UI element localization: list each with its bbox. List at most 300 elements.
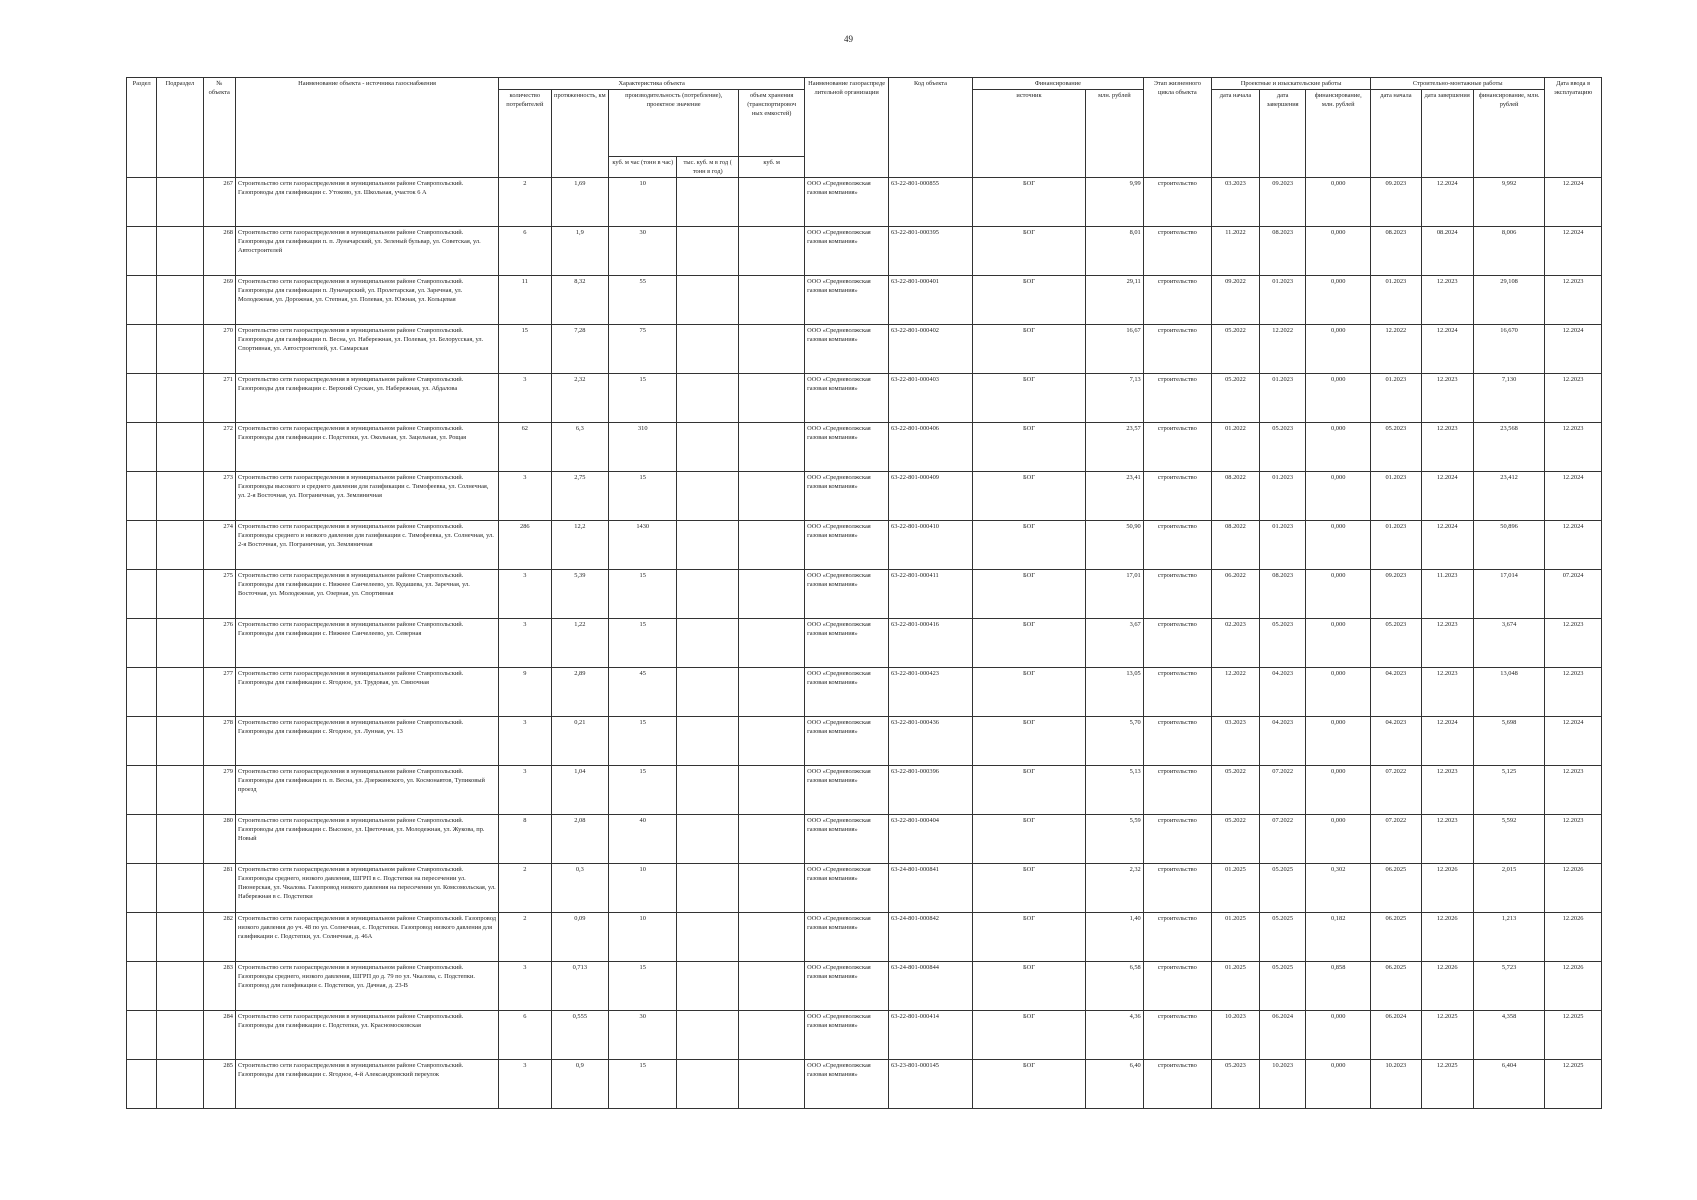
cell-num: 271 <box>203 374 235 423</box>
cell-empty <box>739 717 805 766</box>
cell-code: 63-22-801-000402 <box>889 325 973 374</box>
cell-m3h: 15 <box>609 766 677 815</box>
cell-name: Строительство сети газораспределения в муниципальном районе Ставропольский. Газопроводы для газификации с. Подстепки, ул. Красномосковская <box>236 1011 499 1060</box>
cell-empty <box>677 766 739 815</box>
cell-d-fin: 0,000 <box>1306 668 1371 717</box>
cell-d-fin: 0,000 <box>1306 374 1371 423</box>
cell-stage: строительство <box>1143 325 1211 374</box>
cell-empty <box>127 913 157 962</box>
cell-mln: 8,01 <box>1086 227 1144 276</box>
cell-c-fin: 7,130 <box>1473 374 1544 423</box>
cell-empty <box>677 1011 739 1060</box>
cell-empty <box>157 1011 203 1060</box>
cell-name: Строительство сети газораспределения в муниципальном районе Ставропольский. Газопроводы для газификации с. Ягодное, 4-й Александровский переулок <box>236 1060 499 1109</box>
cell-source: БОГ <box>972 570 1085 619</box>
cell-c-start: 01.2023 <box>1371 276 1421 325</box>
header-constr-end: дата завершения <box>1421 90 1473 178</box>
cell-c-fin: 13,048 <box>1473 668 1544 717</box>
cell-d-start: 05.2023 <box>1211 1060 1259 1109</box>
cell-org: ООО «Средневолжская газовая компания» <box>805 668 889 717</box>
cell-d-end: 04.2023 <box>1260 717 1306 766</box>
cell-d-start: 02.2023 <box>1211 619 1259 668</box>
cell-empty <box>677 962 739 1011</box>
cell-consumers: 62 <box>499 423 551 472</box>
cell-m3h: 10 <box>609 178 677 227</box>
cell-c-start: 09.2023 <box>1371 178 1421 227</box>
cell-d-start: 03.2023 <box>1211 178 1259 227</box>
cell-source: БОГ <box>972 227 1085 276</box>
cell-d-start: 01.2025 <box>1211 864 1259 913</box>
header-podrazdel: Подраздел <box>157 78 203 178</box>
cell-d-start: 01.2025 <box>1211 913 1259 962</box>
cell-empty <box>157 276 203 325</box>
cell-name: Строительство сети газораспределения в муниципальном районе Ставропольский. Газопроводы для газификации с. Нижнее Санчелеево, ул. Кудашева, ул. Заречная, ул. Восточная, ул. Молодежная, ул. Озерная, ул. Спортивная <box>236 570 499 619</box>
cell-empty <box>739 619 805 668</box>
cell-c-end: 12.2023 <box>1421 374 1473 423</box>
cell-empty <box>127 423 157 472</box>
cell-empty <box>157 325 203 374</box>
cell-d-start: 05.2022 <box>1211 766 1259 815</box>
cell-c-end: 11.2023 <box>1421 570 1473 619</box>
cell-m3h: 10 <box>609 864 677 913</box>
cell-num: 283 <box>203 962 235 1011</box>
cell-length: 5,39 <box>551 570 609 619</box>
header-razdel: Раздел <box>127 78 157 178</box>
cell-c-start: 01.2023 <box>1371 374 1421 423</box>
cell-empty <box>157 472 203 521</box>
cell-mln: 2,32 <box>1086 864 1144 913</box>
cell-stage: строительство <box>1143 423 1211 472</box>
cell-num: 276 <box>203 619 235 668</box>
cell-c-start: 06.2025 <box>1371 962 1421 1011</box>
cell-stage: строительство <box>1143 766 1211 815</box>
cell-source: БОГ <box>972 913 1085 962</box>
cell-source: БОГ <box>972 717 1085 766</box>
cell-commission: 12.2023 <box>1545 374 1602 423</box>
cell-d-end: 01.2023 <box>1260 374 1306 423</box>
header-characteristics: Характеристика объекта <box>499 78 805 90</box>
cell-empty <box>127 521 157 570</box>
page-number: 49 <box>844 34 853 44</box>
cell-empty <box>157 227 203 276</box>
cell-empty <box>157 423 203 472</box>
cell-c-start: 04.2023 <box>1371 668 1421 717</box>
header-unit-m3: куб. м <box>739 157 805 178</box>
cell-name: Строительство сети газораспределения в муниципальном районе Ставропольский. Газопроводы для газификации п. п. Луначарский, ул. Зеленый бульвар, ул. Советская, ул. Автостроителей <box>236 227 499 276</box>
cell-d-end: 01.2023 <box>1260 472 1306 521</box>
cell-empty <box>157 766 203 815</box>
cell-d-end: 04.2023 <box>1260 668 1306 717</box>
cell-empty <box>739 178 805 227</box>
cell-commission: 12.2023 <box>1545 423 1602 472</box>
cell-empty <box>739 864 805 913</box>
cell-c-fin: 8,006 <box>1473 227 1544 276</box>
cell-empty <box>127 276 157 325</box>
cell-commission: 12.2025 <box>1545 1060 1602 1109</box>
cell-c-end: 12.2025 <box>1421 1060 1473 1109</box>
header-num: № объекта <box>203 78 235 178</box>
cell-c-start: 04.2023 <box>1371 717 1421 766</box>
cell-org: ООО «Средневолжская газовая компания» <box>805 178 889 227</box>
cell-name: Строительство сети газораспределения в муниципальном районе Ставропольский. Газопроводы для газификации с. Подстепки, ул. Окольная, ул. Зацельная, ул. Рощая <box>236 423 499 472</box>
cell-source: БОГ <box>972 815 1085 864</box>
cell-empty <box>127 570 157 619</box>
cell-empty <box>739 1011 805 1060</box>
cell-consumers: 3 <box>499 1060 551 1109</box>
cell-empty <box>157 668 203 717</box>
cell-c-fin: 29,108 <box>1473 276 1544 325</box>
cell-code: 63-22-801-000406 <box>889 423 973 472</box>
cell-num: 284 <box>203 1011 235 1060</box>
header-commission: Дата ввода в эксплуатацию <box>1545 78 1602 178</box>
cell-m3h: 15 <box>609 717 677 766</box>
cell-d-start: 08.2022 <box>1211 521 1259 570</box>
cell-source: БОГ <box>972 864 1085 913</box>
cell-commission: 12.2023 <box>1545 619 1602 668</box>
cell-num: 282 <box>203 913 235 962</box>
cell-empty <box>157 521 203 570</box>
cell-consumers: 3 <box>499 374 551 423</box>
cell-commission: 12.2026 <box>1545 864 1602 913</box>
cell-empty <box>677 717 739 766</box>
cell-d-fin: 0,000 <box>1306 815 1371 864</box>
cell-d-start: 05.2022 <box>1211 374 1259 423</box>
cell-consumers: 6 <box>499 1011 551 1060</box>
cell-d-fin: 0,000 <box>1306 472 1371 521</box>
cell-code: 63-22-801-000410 <box>889 521 973 570</box>
cell-empty <box>127 864 157 913</box>
cell-empty <box>739 423 805 472</box>
cell-d-fin: 0,000 <box>1306 619 1371 668</box>
cell-empty <box>677 178 739 227</box>
cell-c-end: 12.2023 <box>1421 766 1473 815</box>
cell-name: Строительство сети газораспределения в муниципальном районе Ставропольский. Газопроводы среднего, низкого давления, ШГРП до д. 79 по ул. Чкалова, с. Подстепки. Газопровод для газификации с. Подстепки, ул. Дачная, д. 23-В <box>236 962 499 1011</box>
cell-org: ООО «Средневолжская газовая компания» <box>805 227 889 276</box>
cell-c-fin: 5,723 <box>1473 962 1544 1011</box>
cell-empty <box>739 913 805 962</box>
cell-d-fin: 0,000 <box>1306 717 1371 766</box>
cell-empty <box>677 276 739 325</box>
cell-d-end: 05.2025 <box>1260 864 1306 913</box>
cell-name: Строительство сети газораспределения в муниципальном районе Ставропольский. Газопроводы для газификации п. п. Весна, ул. Дзержинского, ул. Космонавтов, Тупиковый проезд <box>236 766 499 815</box>
cell-c-fin: 50,896 <box>1473 521 1544 570</box>
cell-code: 63-22-801-000401 <box>889 276 973 325</box>
cell-consumers: 286 <box>499 521 551 570</box>
cell-c-fin: 17,014 <box>1473 570 1544 619</box>
cell-d-start: 08.2022 <box>1211 472 1259 521</box>
cell-c-end: 12.2023 <box>1421 668 1473 717</box>
cell-commission: 12.2026 <box>1545 962 1602 1011</box>
cell-source: БОГ <box>972 619 1085 668</box>
cell-length: 1,22 <box>551 619 609 668</box>
cell-c-start: 06.2025 <box>1371 913 1421 962</box>
cell-code: 63-24-801-000844 <box>889 962 973 1011</box>
cell-empty <box>739 276 805 325</box>
cell-empty <box>739 766 805 815</box>
cell-mln: 6,40 <box>1086 1060 1144 1109</box>
cell-c-fin: 23,568 <box>1473 423 1544 472</box>
cell-c-fin: 5,125 <box>1473 766 1544 815</box>
cell-name: Строительство сети газораспределения в муниципальном районе Ставропольский. Газопроводы для газификации с. Утоково, ул. Школьная, участок 6 А <box>236 178 499 227</box>
cell-consumers: 9 <box>499 668 551 717</box>
cell-org: ООО «Средневолжская газовая компания» <box>805 276 889 325</box>
cell-stage: строительство <box>1143 815 1211 864</box>
cell-d-start: 10.2023 <box>1211 1011 1259 1060</box>
cell-m3h: 15 <box>609 619 677 668</box>
cell-m3h: 30 <box>609 1011 677 1060</box>
cell-stage: строительство <box>1143 570 1211 619</box>
cell-c-fin: 1,213 <box>1473 913 1544 962</box>
cell-c-fin: 23,412 <box>1473 472 1544 521</box>
cell-code: 63-24-801-000842 <box>889 913 973 962</box>
cell-consumers: 2 <box>499 178 551 227</box>
cell-d-end: 07.2022 <box>1260 815 1306 864</box>
cell-stage: строительство <box>1143 521 1211 570</box>
cell-length: 2,08 <box>551 815 609 864</box>
table-row <box>127 864 1602 913</box>
cell-m3h: 310 <box>609 423 677 472</box>
cell-c-start: 01.2023 <box>1371 472 1421 521</box>
cell-c-start: 06.2025 <box>1371 864 1421 913</box>
header-design-start: дата начала <box>1211 90 1259 178</box>
cell-code: 63-22-801-000436 <box>889 717 973 766</box>
cell-length: 1,69 <box>551 178 609 227</box>
cell-length: 2,75 <box>551 472 609 521</box>
cell-empty <box>739 962 805 1011</box>
cell-length: 7,28 <box>551 325 609 374</box>
cell-d-end: 10.2023 <box>1260 1060 1306 1109</box>
cell-c-end: 12.2023 <box>1421 619 1473 668</box>
cell-empty <box>739 1060 805 1109</box>
cell-commission: 12.2024 <box>1545 717 1602 766</box>
cell-consumers: 3 <box>499 570 551 619</box>
cell-commission: 12.2024 <box>1545 178 1602 227</box>
cell-consumers: 2 <box>499 864 551 913</box>
cell-org: ООО «Средневолжская газовая компания» <box>805 570 889 619</box>
cell-length: 0,21 <box>551 717 609 766</box>
cell-length: 0,3 <box>551 864 609 913</box>
cell-consumers: 15 <box>499 325 551 374</box>
cell-d-fin: 0,000 <box>1306 178 1371 227</box>
cell-commission: 12.2024 <box>1545 227 1602 276</box>
cell-mln: 7,13 <box>1086 374 1144 423</box>
header-construction: Строительно-монтажные работы <box>1371 78 1545 90</box>
cell-mln: 5,13 <box>1086 766 1144 815</box>
cell-c-start: 10.2023 <box>1371 1060 1421 1109</box>
cell-name: Строительство сети газораспределения в муниципальном районе Ставропольский. Газопроводы для газификации с. Верхний Сускан, ул. Набережная, ул. Абдалова <box>236 374 499 423</box>
table-row <box>127 1060 1602 1109</box>
cell-consumers: 6 <box>499 227 551 276</box>
cell-length: 12,2 <box>551 521 609 570</box>
cell-d-fin: 0,000 <box>1306 1011 1371 1060</box>
cell-commission: 12.2023 <box>1545 766 1602 815</box>
cell-org: ООО «Средневолжская газовая компания» <box>805 374 889 423</box>
cell-stage: строительство <box>1143 276 1211 325</box>
cell-org: ООО «Средневолжская газовая компания» <box>805 815 889 864</box>
cell-num: 279 <box>203 766 235 815</box>
cell-source: БОГ <box>972 423 1085 472</box>
cell-c-fin: 5,698 <box>1473 717 1544 766</box>
cell-org: ООО «Средневолжская газовая компания» <box>805 325 889 374</box>
cell-empty <box>127 472 157 521</box>
cell-d-end: 12.2022 <box>1260 325 1306 374</box>
cell-d-fin: 0,000 <box>1306 325 1371 374</box>
table-row <box>127 668 1602 717</box>
cell-empty <box>677 521 739 570</box>
cell-mln: 23,57 <box>1086 423 1144 472</box>
cell-c-start: 12.2022 <box>1371 325 1421 374</box>
cell-c-start: 08.2023 <box>1371 227 1421 276</box>
cell-org: ООО «Средневолжская газовая компания» <box>805 717 889 766</box>
cell-empty <box>677 668 739 717</box>
cell-c-end: 12.2024 <box>1421 178 1473 227</box>
cell-name: Строительство сети газораспределения в муниципальном районе Ставропольский. Газопроводы для газификации п. Луначарский, ул. Пролетарская, ул. Заречная, ул. Молодежная, ул. Дорожная, ул. Степная, ул. Полевая, ул. Южная, ул. Кольцевая <box>236 276 499 325</box>
cell-name: Строительство сети газораспределения в муниципальном районе Ставропольский. Газопроводы для газификации п. Весна, ул. Набережная, ул. Полевая, ул. Белорусская, ул. Спортивная, ул. Автостроителей, ул. Самарская <box>236 325 499 374</box>
header-constr-start: дата начала <box>1371 90 1421 178</box>
cell-c-fin: 6,404 <box>1473 1060 1544 1109</box>
cell-c-start: 01.2023 <box>1371 521 1421 570</box>
header-org: Наименование газораспреде лительной организации <box>805 78 889 178</box>
table-row <box>127 570 1602 619</box>
cell-mln: 6,58 <box>1086 962 1144 1011</box>
cell-c-start: 07.2022 <box>1371 766 1421 815</box>
cell-num: 273 <box>203 472 235 521</box>
cell-commission: 12.2024 <box>1545 472 1602 521</box>
cell-d-end: 07.2022 <box>1260 766 1306 815</box>
cell-source: БОГ <box>972 668 1085 717</box>
header-stage: Этап жизненного цикла объекта <box>1143 78 1211 178</box>
cell-m3h: 1430 <box>609 521 677 570</box>
cell-empty <box>677 864 739 913</box>
cell-length: 6,3 <box>551 423 609 472</box>
cell-empty <box>157 374 203 423</box>
cell-m3h: 15 <box>609 472 677 521</box>
table-row <box>127 325 1602 374</box>
cell-empty <box>127 717 157 766</box>
cell-c-end: 12.2023 <box>1421 276 1473 325</box>
cell-code: 63-22-801-000395 <box>889 227 973 276</box>
cell-length: 1,04 <box>551 766 609 815</box>
cell-empty <box>127 1011 157 1060</box>
cell-name: Строительство сети газораспределения в муниципальном районе Ставропольский. Газопроводы для газификации с. Высокое, ул. Цветочная, ул. Молодежная, ул. Жукова, пр. Новый <box>236 815 499 864</box>
cell-empty <box>157 1060 203 1109</box>
header-design: Проектные и изыскательские работы <box>1211 78 1370 90</box>
cell-d-start: 09.2022 <box>1211 276 1259 325</box>
cell-mln: 23,41 <box>1086 472 1144 521</box>
cell-stage: строительство <box>1143 1060 1211 1109</box>
cell-empty <box>127 374 157 423</box>
cell-d-fin: 0,000 <box>1306 1060 1371 1109</box>
cell-consumers: 8 <box>499 815 551 864</box>
table-row <box>127 962 1602 1011</box>
cell-c-end: 12.2024 <box>1421 521 1473 570</box>
cell-empty <box>677 374 739 423</box>
cell-code: 63-22-801-000396 <box>889 766 973 815</box>
cell-m3h: 15 <box>609 962 677 1011</box>
cell-d-fin: 0,000 <box>1306 521 1371 570</box>
cell-mln: 3,67 <box>1086 619 1144 668</box>
cell-c-end: 12.2026 <box>1421 913 1473 962</box>
cell-stage: строительство <box>1143 227 1211 276</box>
cell-c-start: 06.2024 <box>1371 1011 1421 1060</box>
cell-code: 63-24-801-000841 <box>889 864 973 913</box>
cell-empty <box>157 619 203 668</box>
cell-org: ООО «Средневолжская газовая компания» <box>805 962 889 1011</box>
cell-d-end: 06.2024 <box>1260 1011 1306 1060</box>
cell-code: 63-22-801-000404 <box>889 815 973 864</box>
cell-source: БОГ <box>972 325 1085 374</box>
cell-d-end: 05.2023 <box>1260 423 1306 472</box>
cell-length: 1,9 <box>551 227 609 276</box>
cell-length: 8,32 <box>551 276 609 325</box>
cell-name: Строительство сети газораспределения в муниципальном районе Ставропольский. Газопроводы высокого и среднего давления для газификации с. Тимофеевка, ул. Солнечная, ул. 2-я Восточная, ул. Пограничная, ул. Земляничная <box>236 472 499 521</box>
header-productivity: производительность (потребление), проектное значение <box>609 90 739 157</box>
cell-empty <box>127 766 157 815</box>
cell-c-end: 08.2024 <box>1421 227 1473 276</box>
table-row <box>127 227 1602 276</box>
cell-d-fin: 0,858 <box>1306 962 1371 1011</box>
cell-m3h: 30 <box>609 227 677 276</box>
cell-length: 2,32 <box>551 374 609 423</box>
cell-c-end: 12.2025 <box>1421 1011 1473 1060</box>
cell-empty <box>739 227 805 276</box>
cell-empty <box>677 1060 739 1109</box>
cell-code: 63-22-801-000409 <box>889 472 973 521</box>
cell-empty <box>157 717 203 766</box>
cell-c-end: 12.2026 <box>1421 962 1473 1011</box>
table-row <box>127 178 1602 227</box>
cell-name: Строительство сети газораспределения в муниципальном районе Ставропольский. Газопровод низкого давления до уч. 48 по ул. Солнечная, с. Подстепки. Газопровод низкого давления для газификации с. Подстепки, ул. Солнечная, д. 46А <box>236 913 499 962</box>
cell-c-fin: 2,015 <box>1473 864 1544 913</box>
cell-length: 0,713 <box>551 962 609 1011</box>
cell-name: Строительство сети газораспределения в муниципальном районе Ставропольский. Газопроводы среднего, низкого давления, ШГРП в с. Подстепки на пересечении ул. Пионерская, ул. Чкалова. Газопровод низкого давления на пересечении ул. Комсомольская, ул. Набережная в с. Подстепки <box>236 864 499 913</box>
cell-consumers: 3 <box>499 472 551 521</box>
cell-m3h: 10 <box>609 913 677 962</box>
cell-consumers: 2 <box>499 913 551 962</box>
cell-num: 272 <box>203 423 235 472</box>
cell-commission: 12.2024 <box>1545 521 1602 570</box>
table-row <box>127 766 1602 815</box>
table-row <box>127 472 1602 521</box>
cell-mln: 4,36 <box>1086 1011 1144 1060</box>
header-source: источник <box>972 90 1085 178</box>
header-unit-m3h: куб. м час (тонн в час) <box>609 157 677 178</box>
cell-org: ООО «Средневолжская газовая компания» <box>805 1060 889 1109</box>
cell-c-fin: 16,670 <box>1473 325 1544 374</box>
cell-num: 274 <box>203 521 235 570</box>
cell-empty <box>677 423 739 472</box>
cell-empty <box>677 815 739 864</box>
cell-org: ООО «Средневолжская газовая компания» <box>805 864 889 913</box>
cell-empty <box>677 570 739 619</box>
cell-num: 270 <box>203 325 235 374</box>
cell-commission: 12.2025 <box>1545 1011 1602 1060</box>
header-length: протяженность, км <box>551 90 609 178</box>
cell-mln: 5,70 <box>1086 717 1144 766</box>
cell-empty <box>157 178 203 227</box>
cell-d-end: 01.2023 <box>1260 521 1306 570</box>
cell-d-fin: 0,182 <box>1306 913 1371 962</box>
table-row <box>127 521 1602 570</box>
cell-d-end: 09.2023 <box>1260 178 1306 227</box>
cell-consumers: 11 <box>499 276 551 325</box>
cell-m3h: 15 <box>609 374 677 423</box>
cell-c-fin: 3,674 <box>1473 619 1544 668</box>
cell-d-start: 12.2022 <box>1211 668 1259 717</box>
cell-consumers: 3 <box>499 766 551 815</box>
cell-name: Строительство сети газораспределения в муниципальном районе Ставропольский. Газопроводы для газификации с. Ягодное, ул. Трудовая, ул. Связочная <box>236 668 499 717</box>
cell-source: БОГ <box>972 521 1085 570</box>
